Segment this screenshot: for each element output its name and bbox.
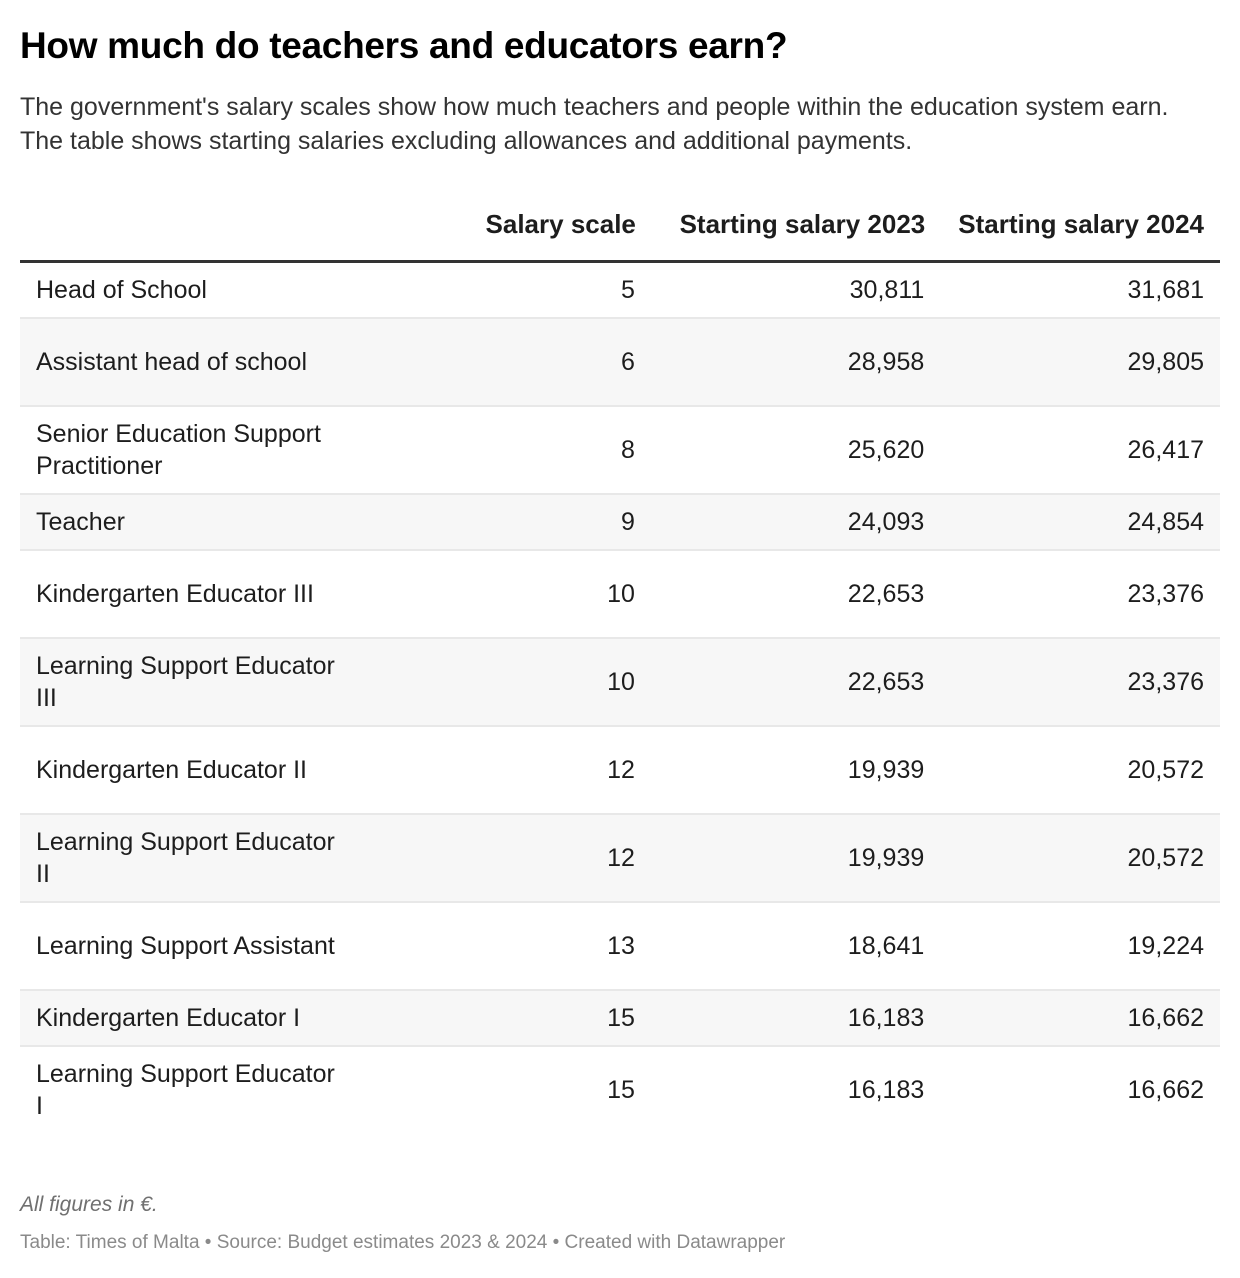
- cell-salary-2023: 16,183: [636, 990, 925, 1046]
- cell-salary-2024: 24,854: [925, 494, 1220, 550]
- page-title: How much do teachers and educators earn?: [20, 25, 788, 66]
- table-footer-source: Table: Times of Malta • Source: Budget estimates 2023 & 2024 • Created with Datawrapper: [20, 1232, 786, 1253]
- cell-scale: 9: [342, 494, 636, 550]
- cell-salary-2023: 22,653: [636, 550, 925, 638]
- table-row: [20, 638, 1220, 726]
- cell-role: Learning Support Educator II: [20, 814, 342, 902]
- column-header-role: [20, 206, 342, 262]
- cell-salary-2024: 16,662: [1127, 1076, 1204, 1104]
- cell-role: Kindergarten Educator III: [20, 550, 342, 638]
- cell-scale: 13: [342, 902, 636, 990]
- cell-scale: 6: [342, 318, 636, 406]
- cell-role: Assistant head of school: [20, 318, 342, 406]
- cell-scale: 5: [342, 262, 636, 319]
- cell-salary-2023: 18,641: [636, 902, 925, 990]
- cell-salary-2023: 24,093: [636, 494, 925, 550]
- cell-role: Kindergarten Educator II: [20, 726, 342, 814]
- cell-scale: 10: [342, 638, 636, 726]
- table-row: [20, 814, 1220, 902]
- table-notes: All figures in €.: [20, 1193, 158, 1216]
- table-row: [20, 494, 1220, 550]
- cell-scale: 15: [607, 1076, 635, 1104]
- cell-scale: 15: [342, 990, 636, 1046]
- cell-role: Learning Support Educator I: [36, 1060, 335, 1120]
- cell-role: Learning Support Educator III: [20, 638, 342, 726]
- cell-role: Teacher: [20, 494, 342, 550]
- cell-scale: 12: [342, 814, 636, 902]
- cell-salary-2024: 23,376: [925, 638, 1220, 726]
- cell-salary-2023: 30,811: [636, 262, 925, 319]
- cell-scale: 8: [342, 406, 636, 494]
- cell-salary-2024: 20,572: [925, 814, 1220, 902]
- cell-salary-2024: 26,417: [925, 406, 1220, 494]
- table-row: [20, 726, 1220, 814]
- column-header-salary-2023[interactable]: [636, 206, 925, 262]
- cell-salary-2023: 19,939: [636, 814, 925, 902]
- cell-scale: 10: [342, 550, 636, 638]
- cell-salary-2024: 16,662: [925, 990, 1220, 1046]
- page-description: The government's salary scales show how much teachers and people within the education system earn. The table shows starting salaries excluding allowances and additional payments.: [20, 93, 1169, 155]
- column-header-salary-2024-label: Starting salary 2024: [958, 209, 1204, 239]
- table-header-row: [20, 206, 1220, 262]
- cell-role: Kindergarten Educator I: [20, 990, 342, 1046]
- table-row: [20, 262, 1220, 319]
- table-row: [20, 318, 1220, 406]
- cell-role: Senior Education Support Practitioner: [20, 406, 342, 494]
- cell-salary-2023: 25,620: [636, 406, 925, 494]
- table-row: [20, 902, 1220, 990]
- table-row: [20, 990, 1220, 1046]
- table-row: [20, 1046, 1220, 1133]
- table-row: [20, 550, 1220, 638]
- column-header-salary-2024[interactable]: [925, 206, 1220, 262]
- salary-table: [20, 206, 1220, 1133]
- cell-salary-2024: 19,224: [925, 902, 1220, 990]
- column-header-salary-2023-label: Starting salary 2023: [679, 209, 926, 239]
- cell-salary-2023: 16,183: [847, 1076, 925, 1104]
- cell-salary-2024: 20,572: [925, 726, 1220, 814]
- table-row: [20, 406, 1220, 494]
- cell-salary-2024: 31,681: [925, 262, 1220, 319]
- cell-role: Learning Support Assistant: [20, 902, 342, 990]
- cell-salary-2023: 19,939: [636, 726, 925, 814]
- cell-role: Head of School: [20, 262, 342, 319]
- cell-salary-2023: 28,958: [636, 318, 925, 406]
- cell-scale: 12: [342, 726, 636, 814]
- cell-salary-2024: 29,805: [925, 318, 1220, 406]
- column-header-salary-scale[interactable]: Salary scale: [342, 206, 636, 262]
- cell-salary-2024: 23,376: [925, 550, 1220, 638]
- cell-salary-2023: 22,653: [636, 638, 925, 726]
- datawrapper-table-container: [20, 0, 1220, 1253]
